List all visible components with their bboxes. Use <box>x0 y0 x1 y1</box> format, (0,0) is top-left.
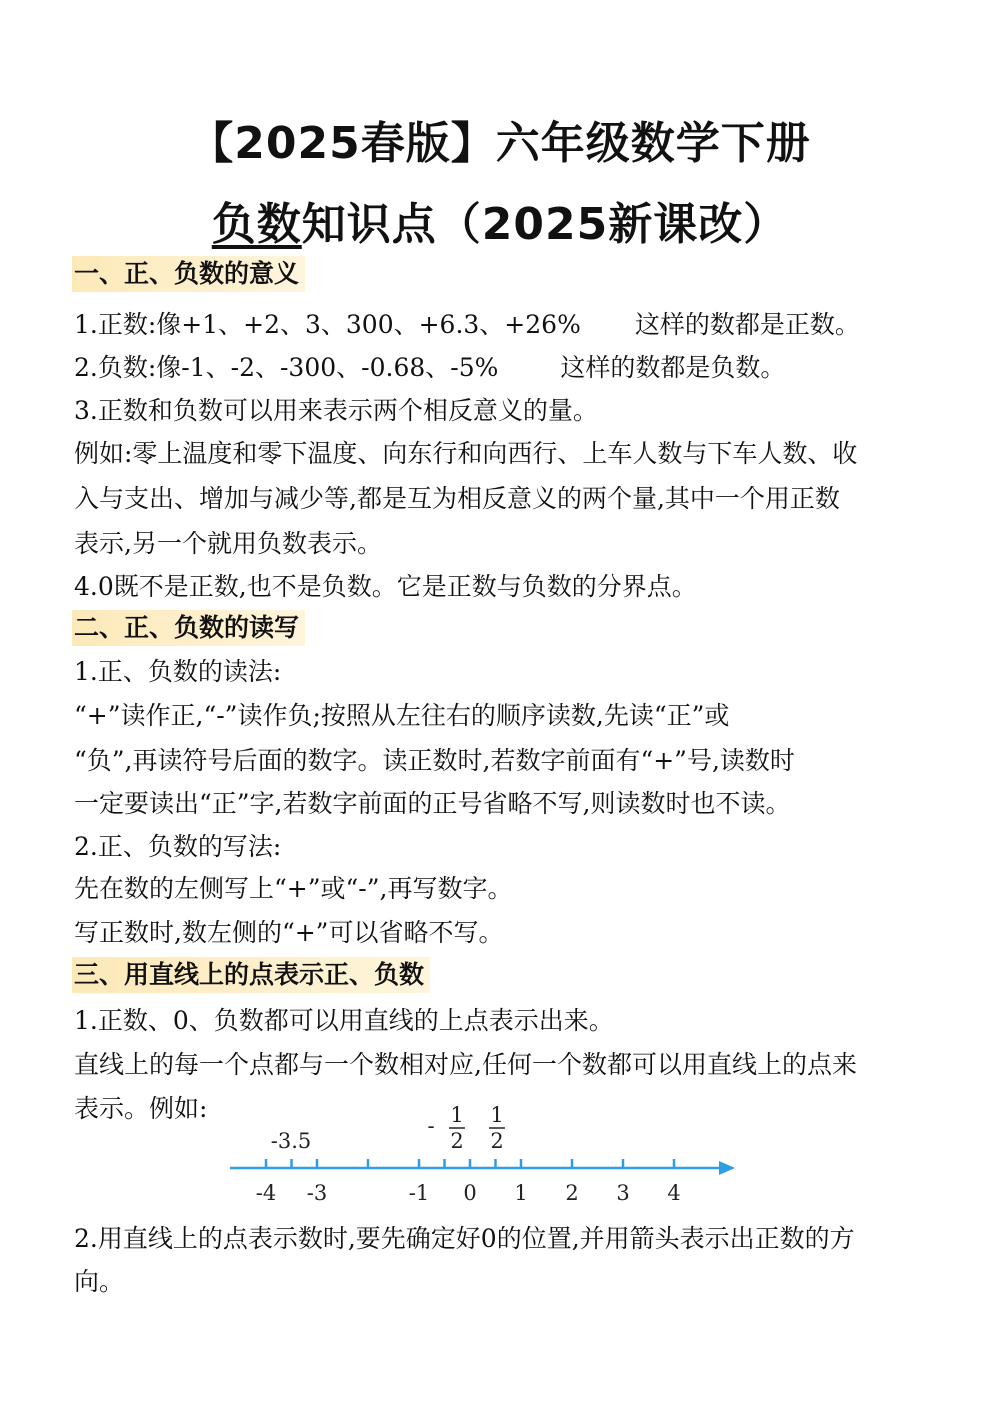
label-neg-half <box>427 1103 465 1153</box>
subtitle-underlined: 负数 <box>211 199 302 250</box>
section-heading-1: 一、正、负数的意义 <box>72 256 305 292</box>
s3-line-5: 向。 <box>74 1267 125 1296</box>
s1-line-6: 表示,另一个就用负数表示。 <box>74 529 382 558</box>
label-4: 4 <box>667 1181 681 1205</box>
s2-line-6: 先在数的左侧写上“+”或“-”,再写数字。 <box>74 874 513 903</box>
neg-half-denominator: 2 <box>450 1129 464 1153</box>
s2-line-4: 一定要读出“正”字,若数字前面的正号省略不写,则读数时也不读。 <box>74 789 791 818</box>
subtitle-rest: 知识点（2025新课改） <box>301 199 789 250</box>
s3-line-2: 直线上的每一个点都与一个数相对应,任何一个数都可以用直线上的点来 <box>74 1050 857 1079</box>
s1-line-4: 例如:零上温度和零下温度、向东行和向西行、上车人数与下车人数、收 <box>74 439 858 468</box>
s1-line-3: 3.正数和负数可以用来表示两个相反意义的量。 <box>74 396 598 425</box>
page-subtitle <box>0 188 1000 252</box>
number-line-arrow-icon <box>719 1161 735 1175</box>
s1-line-positive: 1.正数:像+1、+2、3、300、+6.3、+26% 这样的数都是正数。 <box>74 310 860 339</box>
label-neg-3: -3 <box>306 1181 328 1205</box>
half-numerator: 1 <box>490 1103 504 1127</box>
s1-line-7: 4.0既不是正数,也不是负数。它是正数与负数的分界点。 <box>74 572 697 601</box>
section-heading-3: 三、用直线上的点表示正、负数 <box>72 957 430 993</box>
s1-line-5: 入与支出、增加与减少等,都是互为相反意义的两个量,其中一个用正数 <box>74 484 840 513</box>
s1-line-negative: 2.负数:像-1、-2、-300、-0.68、-5% 这样的数都是负数。 <box>74 353 786 382</box>
label-half <box>489 1103 505 1153</box>
s3-line-4: 2.用直线上的点表示数时,要先确定好0的位置,并用箭头表示出正数的方 <box>74 1224 855 1253</box>
section-heading-2: 二、正、负数的读写 <box>72 610 305 646</box>
label-neg-4: -4 <box>255 1181 277 1205</box>
label-neg-3-5: -3.5 <box>270 1129 312 1153</box>
s2-line-7: 写正数时,数左侧的“+”可以省略不写。 <box>74 918 504 947</box>
number-line-ticks <box>266 1159 674 1168</box>
label-neg-1: -1 <box>408 1181 430 1205</box>
label-0: 0 <box>463 1181 477 1205</box>
page-title: 【2025春版】六年级数学下册 <box>189 118 811 169</box>
number-line-below-labels <box>256 1181 681 1205</box>
label-1: 1 <box>514 1181 528 1205</box>
half-denominator: 2 <box>490 1129 504 1153</box>
neg-half-numerator: 1 <box>450 1103 464 1127</box>
number-line-figure <box>225 1098 745 1208</box>
s3-line-3: 表示。例如: <box>74 1094 208 1123</box>
label-2: 2 <box>565 1181 579 1205</box>
s2-line-5: 2.正、负数的写法: <box>74 832 282 861</box>
s2-line-1: 1.正、负数的读法: <box>74 657 282 686</box>
s3-line-1: 1.正数、0、负数都可以用直线的上点表示出来。 <box>74 1006 614 1035</box>
s2-line-3: “负”,再读符号后面的数字。读正数时,若数字前面有“+”号,读数时 <box>74 746 795 775</box>
label-3: 3 <box>616 1181 630 1205</box>
s2-line-2: “+”读作正,“-”读作负;按照从左往右的顺序读数,先读“正”或 <box>74 701 730 730</box>
neg-half-sign: - <box>427 1114 435 1138</box>
